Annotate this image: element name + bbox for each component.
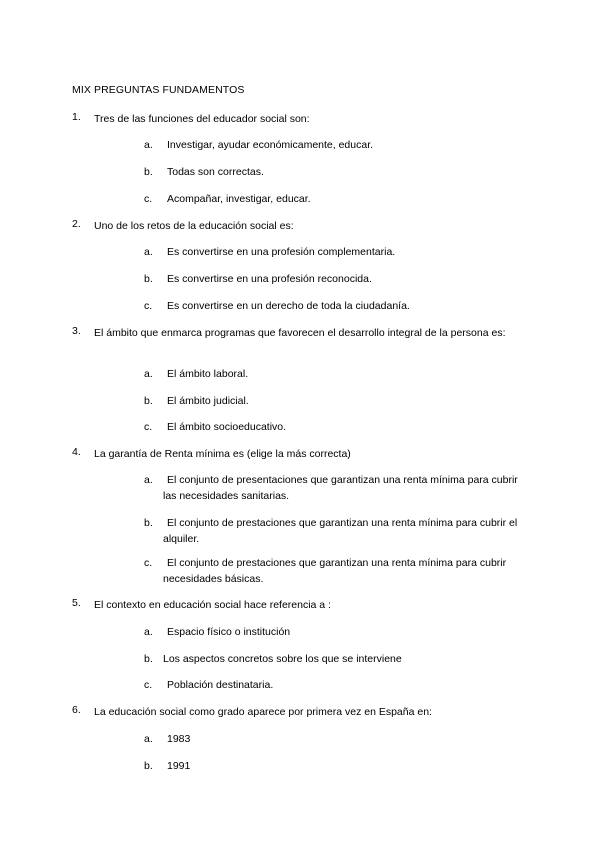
option-text: Espacio físico o institución <box>167 626 291 638</box>
option-1c <box>144 191 534 207</box>
question-number: 3. <box>72 325 81 337</box>
question-text: Uno de los retos de la educación social es: <box>94 220 294 232</box>
option-text: Los aspectos concretos sobre los que se interviene <box>163 653 402 665</box>
option-3c <box>144 419 534 435</box>
question-number: 6. <box>72 704 81 716</box>
option-1a <box>144 137 534 153</box>
option-text: Acompañar, investigar, educar. <box>167 193 311 205</box>
option-letter: b. <box>144 760 153 772</box>
option-letter: c. <box>144 300 153 312</box>
option-text: El conjunto de prestaciones que garantizan una renta mínima para cubrir necesidades básicas. <box>163 557 507 585</box>
question-text-content: El ámbito que enmarca programas que favorecen el desarrollo integral de la persona es: <box>94 327 506 339</box>
option-letter: a. <box>144 474 153 486</box>
option-3b <box>144 393 534 409</box>
question-text: El contexto en educación social hace referencia a : <box>94 599 331 611</box>
option-5b <box>144 651 534 667</box>
option-4b <box>144 515 534 547</box>
option-text: 1983 <box>167 733 191 745</box>
option-text: El ámbito laboral. <box>167 368 249 380</box>
option-letter: a. <box>144 246 153 258</box>
option-4a <box>144 472 534 504</box>
option-letter: a. <box>144 368 153 380</box>
option-3a <box>144 366 534 382</box>
option-letter: b. <box>144 395 153 407</box>
option-text: Investigar, ayudar económicamente, educar. <box>167 139 374 151</box>
question-text <box>72 325 542 341</box>
question-text: La garantía de Renta mínima es (elige la más correcta) <box>94 448 351 460</box>
document-title: MIX PREGUNTAS FUNDAMENTOS <box>72 84 245 96</box>
option-letter: c. <box>144 679 153 691</box>
option-letter: a. <box>144 626 153 638</box>
option-text: El conjunto de presentaciones que garantizan una renta mínima para cubrir las necesidades sanitarias. <box>163 474 518 502</box>
option-text: El ámbito judicial. <box>167 395 249 407</box>
option-2b <box>144 271 534 287</box>
option-5a <box>144 624 534 640</box>
option-2c <box>144 298 534 314</box>
option-letter: b. <box>144 517 153 529</box>
question-text: Tres de las funciones del educador social son: <box>94 113 310 125</box>
option-letter: b. <box>144 653 153 665</box>
option-text: Es convertirse en una profesión reconocida. <box>167 273 372 285</box>
question-number: 2. <box>72 218 81 230</box>
option-text: El conjunto de prestaciones que garantizan una renta mínima para cubrir el alquiler. <box>163 517 518 545</box>
option-text: El ámbito socioeducativo. <box>167 421 287 433</box>
question-number: 5. <box>72 597 81 609</box>
option-letter: c. <box>144 421 153 433</box>
option-text: Es convertirse en un derecho de toda la ciudadanía. <box>167 300 410 312</box>
option-text: Es convertirse en una profesión complementaria. <box>167 246 396 258</box>
question-number: 4. <box>72 446 81 458</box>
option-letter: a. <box>144 733 153 745</box>
option-letter: b. <box>144 166 153 178</box>
option-text: Todas son correctas. <box>167 166 264 178</box>
option-1b <box>144 164 534 180</box>
option-letter: b. <box>144 273 153 285</box>
option-6b <box>144 758 534 774</box>
option-6a <box>144 731 534 747</box>
question-text: La educación social como grado aparece por primera vez en España en: <box>94 706 432 718</box>
option-text: 1991 <box>167 760 191 772</box>
option-5c <box>144 677 534 693</box>
option-2a <box>144 244 534 260</box>
option-letter: a. <box>144 139 153 151</box>
option-letter: c. <box>144 557 153 569</box>
question-number: 1. <box>72 111 81 123</box>
option-letter: c. <box>144 193 153 205</box>
option-4c <box>144 555 534 587</box>
option-text: Población destinataria. <box>167 679 274 691</box>
